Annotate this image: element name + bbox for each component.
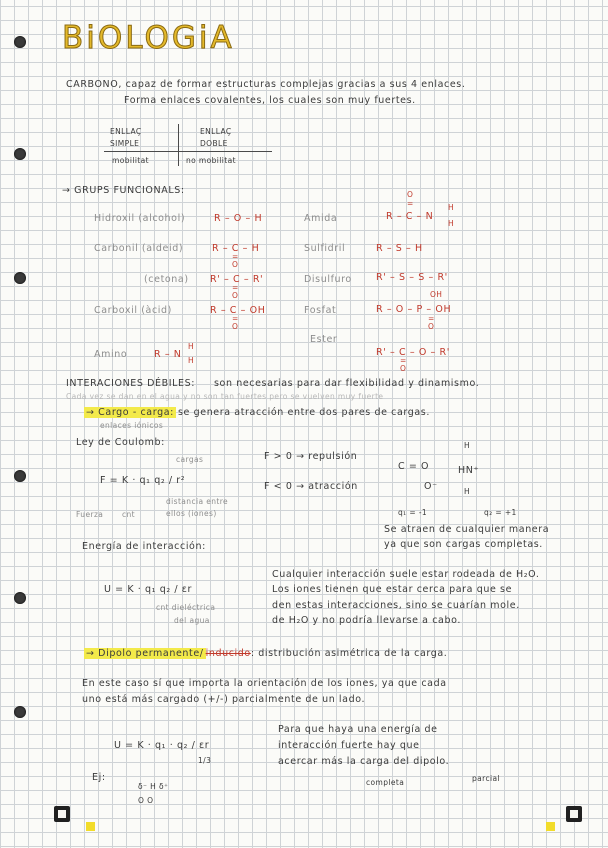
water-note-1: Cualquier interacción suele estar rodeada de H₂O. (272, 569, 540, 580)
bond-simple-2: SIMPLE (110, 139, 140, 148)
dipole-formula: U = K · q₁ · q₂ / εr (114, 740, 210, 751)
dipole-label (84, 648, 447, 659)
double-bond-mark: = (232, 283, 239, 292)
atom-h: H (464, 441, 471, 450)
atom-h: H (188, 356, 195, 365)
label-cnt: cnt (122, 510, 136, 519)
label-distancia: distancia entre ellos (iones) (166, 497, 229, 518)
double-bond-mark: = (232, 314, 239, 323)
double-bond-mark: = (407, 199, 414, 208)
weak-heading: INTERACIONES DÉBILES: (66, 378, 196, 389)
atom-o: O (232, 322, 239, 331)
bond-double-note: no mobilitat (186, 156, 236, 165)
group-formula: R – C – N (386, 211, 434, 222)
double-bond-mark: = (232, 252, 239, 261)
atom-h: H (188, 342, 195, 351)
bond-double-1: ENLLAÇ (200, 127, 232, 136)
corner-marker (54, 806, 70, 822)
oxygen-minus: O⁻ (424, 481, 438, 492)
dipole-line-2: uno está más cargado (+/-) parcialmente de un lado. (82, 694, 366, 705)
atom-h: H (448, 219, 455, 228)
group-formula: R – O – H (214, 213, 263, 224)
corner-marker (566, 806, 582, 822)
dipole-line-1: En este caso sí que importa la orientación de los iones, ya que cada (82, 678, 447, 689)
label-parcial: parcial (472, 774, 500, 783)
yellow-marker (86, 822, 95, 831)
intro-line-2: Forma enlaces covalentes, los cuales son muy fuertes. (124, 95, 416, 106)
group-formula: R – O – P – OH (376, 304, 452, 315)
dipole-note-1: Para que haya una energía de (278, 724, 438, 735)
bond-double-2: DOBLE (200, 139, 228, 148)
label-completa: completa (366, 778, 405, 787)
double-bond-mark: = (400, 356, 407, 365)
dipole-note-3: acercar más la carga del dipolo. (278, 756, 450, 767)
charge-label (84, 407, 176, 418)
group-formula: R' – C – O – R' (376, 347, 450, 358)
atom-oh: OH (430, 290, 443, 299)
group-formula: R' – S – S – R' (376, 272, 448, 283)
atom-o: O (232, 260, 239, 269)
weak-faint-note: Cada vez se dan en el agua y no son tan fuertes pero se vuelven muy fuerte (66, 392, 384, 401)
group-formula: R – C – OH (210, 305, 266, 316)
group-name: Sulfidril (304, 243, 346, 254)
intro-line-1: CARBONO, capaz de formar estructuras complejas gracias a sus 4 enlaces. (66, 79, 466, 90)
group-formula: R' – C – R' (210, 274, 264, 285)
table-divider (104, 151, 272, 152)
energy-label: Energía de interacción: (82, 541, 206, 552)
coulomb-formula: F = K · q₁ q₂ / r² (100, 475, 186, 486)
bond-simple-1: ENLLAÇ (110, 127, 142, 136)
example-water-top: δ⁻ H δ⁺ (138, 782, 169, 791)
carboxylate: C = O (398, 461, 430, 472)
dipole-label-text: → Dipolo permanente/ (86, 648, 204, 659)
charge-q1: q₁ = -1 (398, 508, 428, 517)
label-fuerza: Fuerza (76, 510, 104, 519)
group-name: Carbonil (aldeid) (94, 243, 184, 254)
atom-h: H (464, 487, 471, 496)
group-name: Fosfat (304, 305, 337, 316)
ammonium: HN⁺ (458, 465, 480, 476)
attraction-note: F < 0 → atracción (264, 481, 358, 492)
binder-hole (14, 272, 26, 284)
group-name: Hidroxil (alcohol) (94, 213, 186, 224)
group-name: Amida (304, 213, 338, 224)
binder-hole (14, 36, 26, 48)
attract-line-1: Se atraen de cualquier manera (384, 524, 550, 535)
label-cargas: cargas (176, 455, 204, 464)
attract-line-2: ya que son cargas completas. (384, 539, 543, 550)
water-note-2: Los iones tienen que estar cerca para que se (272, 584, 513, 595)
group-formula: R – C – H (212, 243, 260, 254)
binder-hole (14, 148, 26, 160)
energy-formula: U = K · q₁ q₂ / εr (104, 584, 193, 595)
dipole-exponent: 1/3 (198, 756, 212, 765)
weak-text: son necesarias para dar flexibilidad y dinamismo. (214, 378, 480, 389)
group-formula: R – N (154, 349, 182, 360)
atom-o: O (428, 322, 435, 331)
yellow-marker (546, 822, 555, 831)
dielectric-label-1: cnt dieléctrica (156, 603, 216, 612)
charge-label-text: → Cargo - carga: (86, 407, 174, 418)
water-note-4: de H₂O y no podría llevarse a cabo. (272, 615, 461, 626)
binder-hole (14, 706, 26, 718)
groups-heading: → GRUPS FUNCIONALS: (62, 185, 185, 196)
atom-o: O (400, 364, 407, 373)
coulomb-label: Ley de Coulomb: (76, 437, 165, 448)
atom-o: O (407, 190, 414, 199)
group-name: Disulfuro (304, 274, 352, 285)
water-note-3: den estas interacciones, sino se cuarían mole. (272, 600, 520, 611)
binder-hole (14, 592, 26, 604)
dielectric-label-2: del agua (174, 616, 210, 625)
example-water-bottom: O O (138, 796, 154, 805)
repulsion-note: F > 0 → repulsión (264, 451, 358, 462)
page-title: BiOLOGiA (62, 20, 235, 56)
double-bond-mark: = (428, 314, 435, 323)
dipole-crossed-word: inducido (205, 648, 251, 659)
group-name: Ester (310, 334, 338, 345)
atom-h: H (448, 203, 455, 212)
group-formula: R – S – H (376, 243, 423, 254)
group-name: Carboxil (àcid) (94, 305, 172, 316)
charge-sub: enlaces iónicos (100, 421, 164, 430)
dipole-text: : distribución asimétrica de la carga. (250, 648, 448, 659)
atom-o: O (232, 291, 239, 300)
example-label: Ej: (92, 772, 106, 783)
group-name: (cetona) (144, 274, 189, 285)
dipole-note-2: interacción fuerte hay que (278, 740, 420, 751)
binder-hole (14, 470, 26, 482)
charge-q2: q₂ = +1 (484, 508, 517, 517)
bond-simple-note: mobilitat (112, 156, 149, 165)
charge-text: se genera atracción entre dos pares de cargas. (178, 407, 430, 418)
group-name: Amino (94, 349, 128, 360)
table-divider (178, 124, 179, 166)
